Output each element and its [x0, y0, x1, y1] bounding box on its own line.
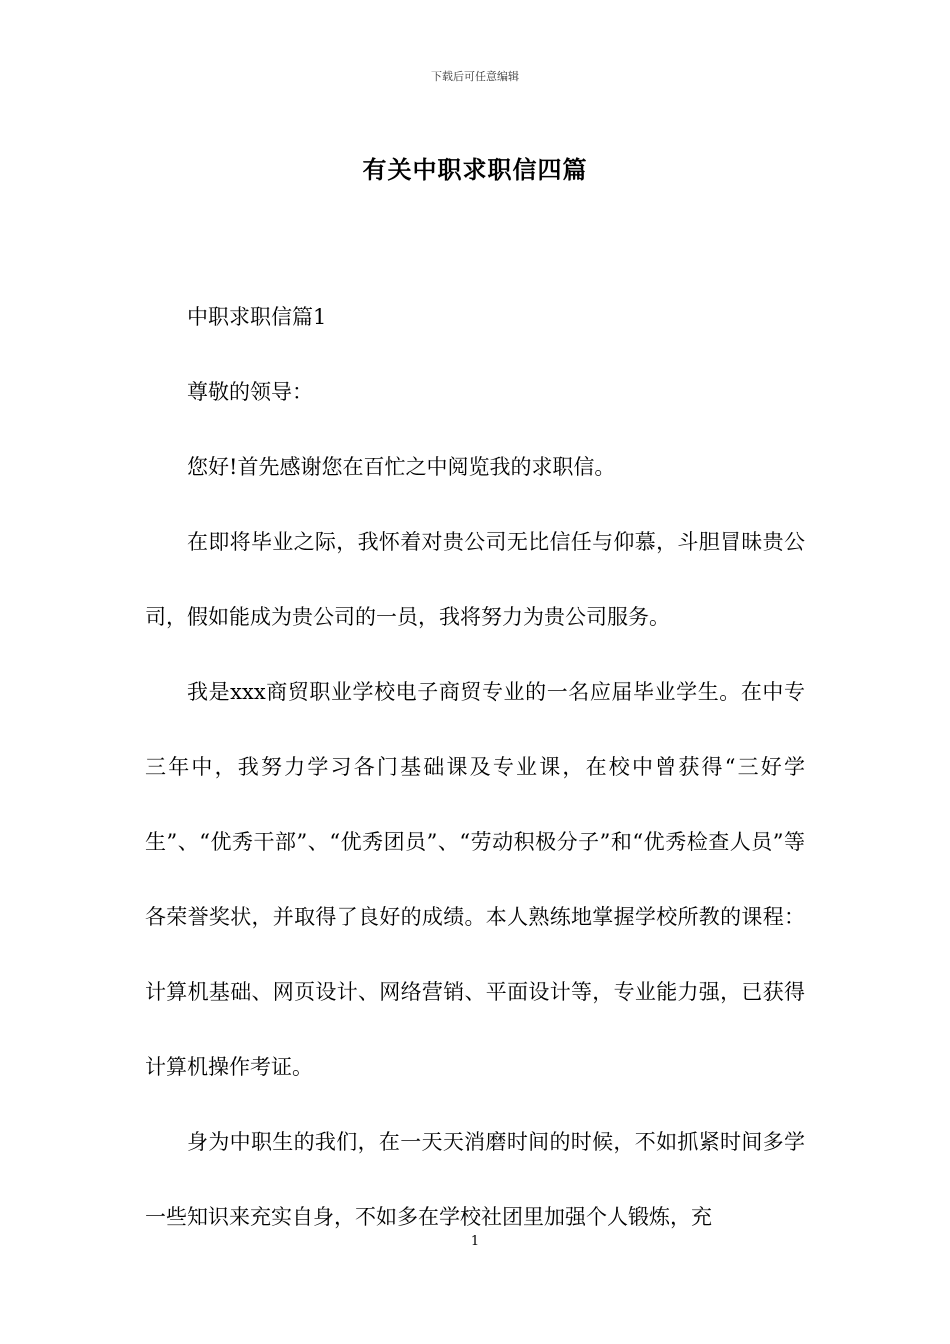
paragraph-salutation: 尊敬的领导：	[187, 380, 313, 404]
page-number: 1	[470, 1234, 480, 1249]
paragraph-section-heading: 中职求职信篇1	[187, 305, 327, 329]
paragraph-intro: 在即将毕业之际，我怀着对贵公司无比信任与仰慕，斗胆冒昧贵公司，假如能成为贵公司的一员，我将努力为贵公司服务。	[145, 530, 805, 629]
paragraph-motivation: 身为中职生的我们，在一天天消磨时间的时候，不如抓紧时间多学一些知识来充实自身，不如多在学校社团里加强个人锻炼，充	[145, 1130, 805, 1229]
document-title: 有关中职求职信四篇	[362, 155, 588, 184]
page-header-note: 下载后可任意编辑	[431, 70, 519, 83]
paragraph-greeting: 您好!首先感谢您在百忙之中阅览我的求职信。	[187, 455, 616, 479]
paragraph-background: 我是xxx商贸职业学校电子商贸专业的一名应届毕业学生。在中专三年中，我努力学习各门基础课及专业课，在校中曾获得“三好学生”、“优秀干部”、“优秀团员”、“劳动积极分子”和“优秀检查人员”等各荣誉奖状，并取得了良好的成绩。本人熟练地掌握学校所教的课程：计算机基础、网页设计、网络营销、平面设计等，专业能力强，已获得计算机操作考证。	[145, 680, 805, 1079]
document-body	[145, 280, 805, 1255]
